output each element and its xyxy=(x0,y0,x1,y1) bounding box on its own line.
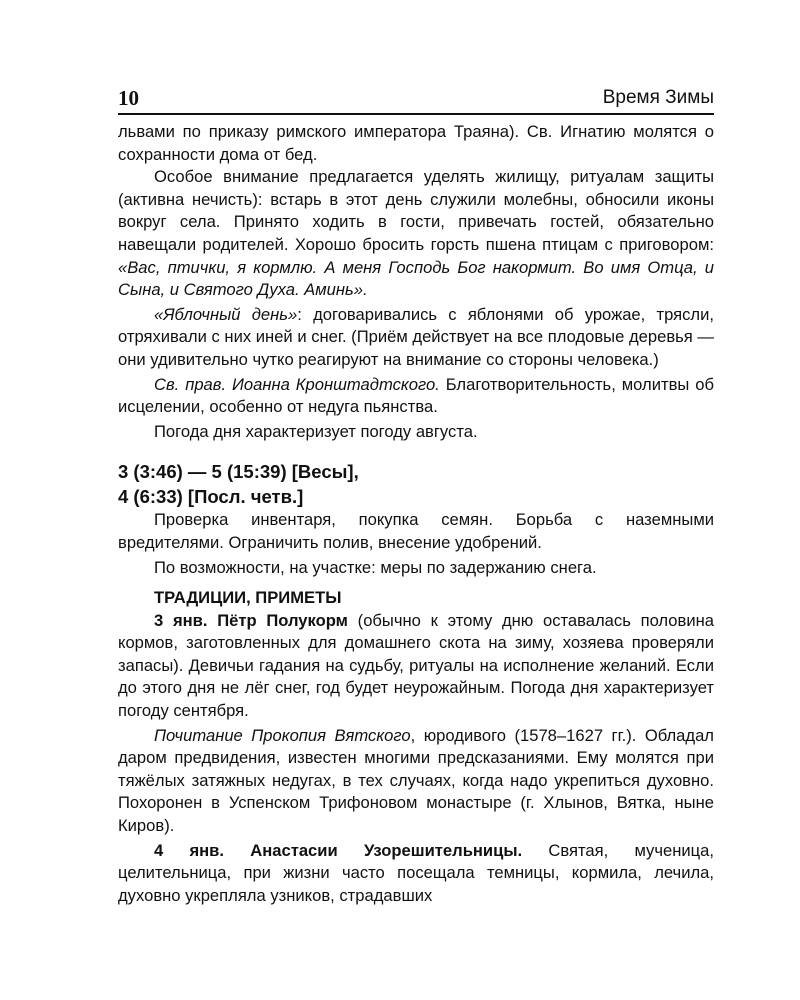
paragraph-anastasia xyxy=(118,840,714,908)
lunar-line-2: 4 (6:33) [Посл. четв.] xyxy=(118,486,304,508)
lunar-section-title xyxy=(118,459,714,509)
saint-name: Св. прав. Иоанна Кронштадтского. xyxy=(154,374,440,394)
lunar-line-1: 3 (3:46) — 5 (15:39) [Весы], xyxy=(118,461,359,483)
prayer-quote: «Вас, птички, я кормлю. А меня Господь Бог накормит. Во имя Отца, и Сына, и Святого Духа. Аминь». xyxy=(118,257,714,300)
paragraph-dwelling-rituals xyxy=(118,166,714,302)
apple-day-term: «Яблочный день» xyxy=(154,304,298,324)
paragraph-garden-work: Проверка инвентаря, покупка семян. Борьба с наземными вредителями. Ограничить полив, внесение удобрений. xyxy=(118,510,714,552)
paragraph-text: Благотворительность, молитвы об исцелении, особенно от недуга пьянства. xyxy=(118,374,714,417)
page-number: 10 xyxy=(118,86,139,110)
paragraph-weather: Погода дня характеризует погоду августа. xyxy=(154,421,478,441)
page-header xyxy=(118,86,714,115)
date-heading: 4 янв. Анастасии Узорешительницы. xyxy=(154,840,523,860)
paragraph-text: Святая, мученица, целительница, при жизни часто посещала темницы, кормила, лечила, духовно укрепляла узников, страдавших xyxy=(118,840,714,905)
date-heading: 3 янв. Пётр Полукорм xyxy=(154,610,348,630)
saint-name: Почитание Прокопия Вятского xyxy=(154,725,411,745)
paragraph-text: : договаривались с яблонями об урожае, трясли, отряхивали с них иней и снег. (Приём действует на все плодовые деревья — они удивительно чутко реагируют на внимание со стороны человека.) xyxy=(118,304,714,369)
paragraph-continuation: львами по приказу римского императора Траяна). Св. Игнатию молятся о сохранности дома от бед. xyxy=(118,122,714,164)
paragraph-prokopiy xyxy=(118,725,714,838)
traditions-heading: ТРАДИЦИИ, ПРИМЕТЫ xyxy=(154,588,342,608)
running-title: Время Зимы xyxy=(602,87,714,108)
paragraph-text: , юродивого (1578–1627 гг.). Обладал даром предвидения, известен многими предсказаниями. Ему молятся при тяжёлых затяжных недугах, в тех случаях, когда надо укрепиться духовно. Похоронен в Успенском Трифоновом монастыре (г. Хлынов, Вятка, ныне Киров). xyxy=(118,725,714,836)
paragraph-petr-polukorm xyxy=(118,610,714,723)
book-page xyxy=(118,86,714,907)
paragraph-snow-retention: По возможности, на участке: меры по задержанию снега. xyxy=(154,557,597,577)
paragraph-john-kronstadt xyxy=(118,374,714,419)
paragraph-text: Особое внимание предлагается уделять жилищу, ритуалам защиты (активна нечисть): встарь в этот день служили молебны, обносили иконы вокруг села. Принято ходить в гости, привечать гостей, обязательно навещали родителей. Хорошо бросить горсть пшена птицам с приговором: xyxy=(118,167,714,254)
paragraph-apple-day xyxy=(118,304,714,372)
paragraph-text: (обычно к этому дню оставалась половина кормов, заготовленных для домашнего скота на зиму, хозяева проверяли запасы). Девичьи гадания на судьбу, ритуалы на исполнение желаний. Если до этого дня не лёг снег, год будет неурожайным. Погода дня характеризует погоду сентября. xyxy=(118,610,715,721)
